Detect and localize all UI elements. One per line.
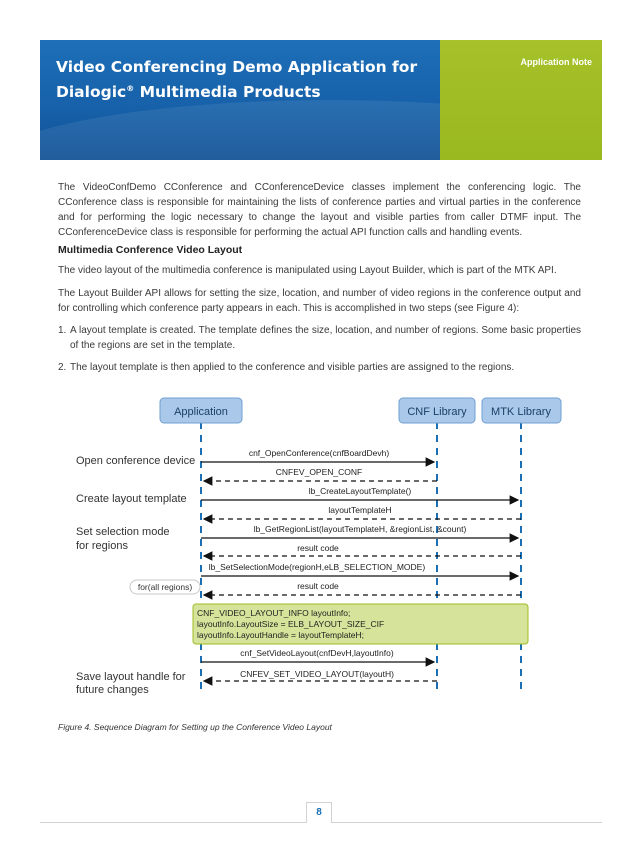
lane-application — [160, 398, 242, 423]
step-label: for regions — [76, 540, 128, 552]
message-set-selection-mode — [201, 562, 518, 576]
banner-blue-panel — [40, 40, 440, 160]
message-open-conference — [201, 448, 434, 462]
message-label: lb_CreateLayoutTemplate() — [308, 486, 412, 496]
message-result-code-2 — [204, 581, 521, 595]
title-line-2b: Multimedia Products — [134, 83, 321, 101]
step-label: Open conference device — [76, 455, 196, 467]
list-item-text: The layout template is then applied to the conference and visible parties are assigned to the regions. — [70, 362, 515, 373]
list-item-number: 2. — [58, 362, 67, 373]
layout-info-note — [193, 604, 528, 644]
message-label: cnf_SetVideoLayout(cnfDevH,layoutInfo) — [240, 648, 394, 658]
lane-mtk-library — [482, 398, 561, 423]
step-label: Set selection mode — [76, 526, 170, 538]
message-label: CNFEV_SET_VIDEO_LAYOUT(layoutH) — [240, 669, 394, 679]
page-number: 8 — [306, 802, 332, 823]
list-item-number: 1. — [58, 325, 67, 336]
message-label: lb_SetSelectionMode(regionH,eLB_SELECTION_MODE) — [208, 562, 426, 572]
loop-label: for(all regions) — [137, 582, 193, 592]
message-set-video-layout-event — [204, 669, 437, 681]
message-result-code-1 — [204, 543, 521, 556]
message-label: CNFEV_OPEN_CONF — [275, 467, 363, 477]
document-title — [56, 56, 426, 103]
paragraph-1: The video layout of the multimedia conference is manipulated using Layout Builder, which is part of the MTK API. — [58, 265, 557, 276]
message-create-layout-template — [201, 486, 518, 500]
list-item — [58, 323, 581, 353]
message-label: lb_GetRegionList(layoutTemplateH, &regionList, &count) — [253, 524, 467, 534]
lane-label: CNF Library — [407, 406, 467, 418]
paragraph-2: The Layout Builder API allows for setting the size, location, and number of video regions in the conference output and for controlling which conference party appears in each. This is accomplished in two steps (see Figure 4): — [58, 288, 581, 314]
message-open-conf-event — [204, 467, 437, 481]
section-heading: Multimedia Conference Video Layout — [58, 244, 243, 256]
lane-cnf-library — [399, 398, 475, 423]
step-label: Create layout template — [76, 493, 187, 505]
loop-indicator — [130, 580, 200, 594]
message-set-video-layout — [201, 648, 434, 662]
step-label: Save layout handle for — [76, 671, 186, 683]
header-banner — [40, 40, 602, 160]
note-line: layoutInfo.LayoutSize = ELB_LAYOUT_SIZE_CIF — [197, 619, 385, 629]
message-get-region-list — [201, 524, 518, 538]
message-label: result code — [297, 581, 339, 591]
message-label: result code — [297, 543, 339, 553]
title-line-1: Video Conferencing Demo Application for — [56, 58, 418, 76]
message-label: cnf_OpenConference(cnfBoardDevh) — [248, 448, 390, 458]
figure-caption: Figure 4. Sequence Diagram for Setting up the Conference Video Layout — [58, 722, 332, 732]
note-line: CNF_VIDEO_LAYOUT_INFO layoutInfo; — [197, 608, 351, 618]
lane-label: MTK Library — [491, 406, 551, 418]
lane-label: Application — [174, 406, 228, 418]
banner-swoosh-decoration — [40, 100, 440, 160]
banner-green-panel — [440, 40, 602, 160]
message-layout-template-handle — [204, 505, 521, 519]
intro-paragraph: The VideoConfDemo CConference and CConferenceDevice classes implement the conferencing logic. The CConference class is responsible for maintaining the lists of conference parties and virtual parties in the conference and for performing the logic necessary to change the layout and visible parties from caller DTMF input. The CConferenceDevice class is responsible for performing the actual API function calls and handling events. — [58, 182, 581, 238]
step-label: future changes — [76, 684, 149, 696]
sequence-diagram — [0, 390, 638, 710]
list-item-text: A layout template is created. The template defines the size, location, and number of regions. Some basic properties of the regions are set in the template. — [70, 325, 581, 351]
list-item — [58, 360, 581, 375]
title-line-2a: Dialogic — [56, 83, 127, 101]
message-label: layoutTemplateH — [328, 505, 392, 515]
registered-mark: ® — [126, 84, 135, 93]
application-note-label: Application Note — [520, 57, 592, 67]
note-line: layoutInfo.LayoutHandle = layoutTemplateH; — [197, 630, 365, 640]
